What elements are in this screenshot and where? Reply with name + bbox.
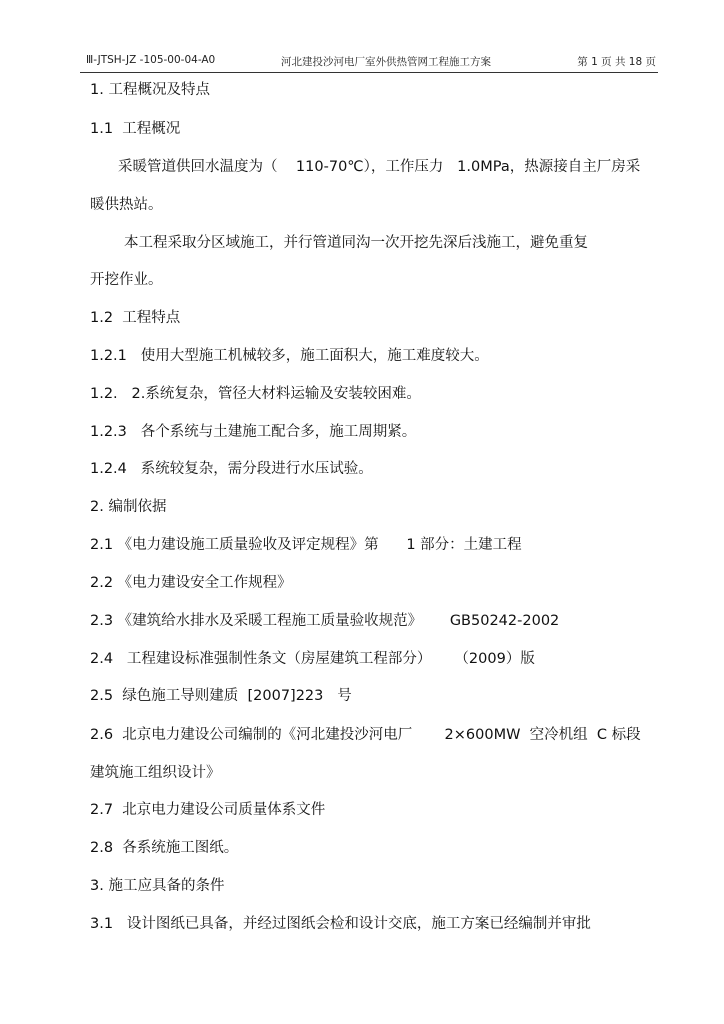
paragraph-line: 本工程采取分区域施工，并行管道同沟一次开挖先深后浅施工，避免重复 <box>124 235 588 251</box>
document-code: Ⅲ-JTSH-JZ -105-00-04-A0 <box>86 54 216 66</box>
heading-3: 3. 施工应具备的条件 <box>90 878 225 894</box>
document-title: 河北建投沙河电厂室外供热管网工程施工方案 <box>281 56 491 68</box>
list-item: 2.3 《建筑给水排水及采暖工程施工质量验收规范》 GB50242-2002 <box>90 613 560 629</box>
paragraph-line: 暖供热站。 <box>90 197 163 213</box>
paragraph-line: 采暖管道供回水温度为（ 110-70℃），工作压力 1.0MPa，热源接自主厂房采 <box>118 159 641 175</box>
list-item: 1.2. 2.系统复杂，管径大材料运输及安装较困难。 <box>90 386 421 402</box>
list-item: 2.4 工程建设标准强制性条文（房屋建筑工程部分） （2009）版 <box>90 651 535 667</box>
heading-2: 2. 编制依据 <box>90 499 167 515</box>
page-header <box>80 52 658 73</box>
heading-1: 1. 工程概况及特点 <box>90 82 210 98</box>
page-number: 第 1 页 共 18 页 <box>577 56 656 68</box>
list-item: 2.7 北京电力建设公司质量体系文件 <box>90 802 326 818</box>
list-item: 2.5 绿色施工导则建质 [2007]223 号 <box>90 688 352 704</box>
paragraph-line: 开挖作业。 <box>90 272 163 288</box>
heading-1-2: 1.2 工程特点 <box>90 310 181 326</box>
list-item: 3.1 设计图纸已具备，并经过图纸会检和设计交底，施工方案已经编制并审批 <box>90 916 591 932</box>
list-item: 2.6 北京电力建设公司编制的《河北建投沙河电厂 2×600MW 空冷机组 C 标段 <box>90 727 641 743</box>
list-item: 建筑施工组织设计》 <box>90 765 221 781</box>
list-item: 2.1 《电力建设施工质量验收及评定规程》第 1 部分：土建工程 <box>90 537 522 553</box>
list-item: 2.8 各系统施工图纸。 <box>90 840 239 856</box>
list-item: 1.2.3 各个系统与土建施工配合多，施工周期紧。 <box>90 424 417 440</box>
list-item: 2.2 《电力建设安全工作规程》 <box>90 575 292 591</box>
heading-1-1: 1.1 工程概况 <box>90 121 181 137</box>
list-item: 1.2.1 使用大型施工机械较多，施工面积大，施工难度较大。 <box>90 348 489 364</box>
list-item: 1.2.4 系统较复杂，需分段进行水压试验。 <box>90 461 373 477</box>
